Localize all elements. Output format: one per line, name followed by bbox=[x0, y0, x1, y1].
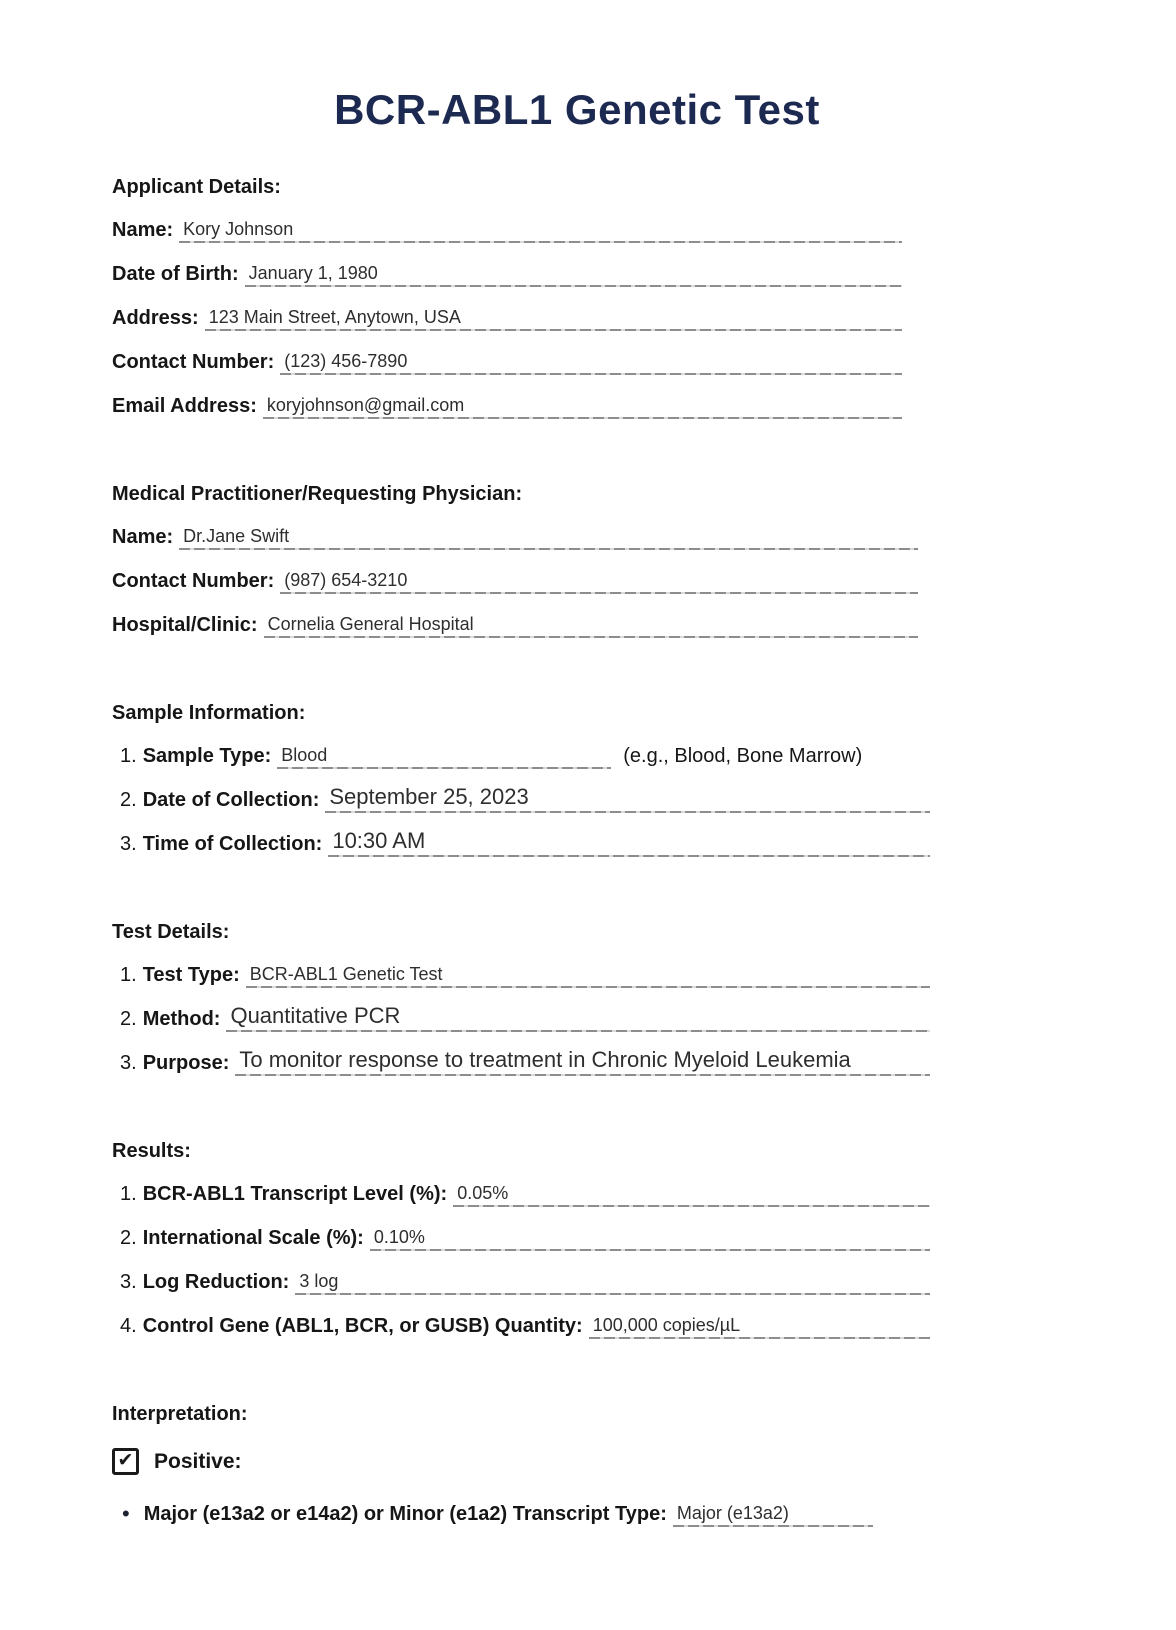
sample-type-value: Blood bbox=[281, 745, 328, 766]
practitioner-heading: Medical Practitioner/Requesting Physician: bbox=[112, 483, 523, 506]
applicant-contact-label: Contact Number: bbox=[112, 351, 275, 374]
sample-type-number: 1. bbox=[120, 745, 137, 768]
address-value: 123 Main Street, Anytown, USA bbox=[208, 307, 461, 328]
control-gene-field bbox=[589, 1313, 930, 1339]
test-type-number: 1. bbox=[120, 964, 137, 987]
hospital-clinic-label: Hospital/Clinic: bbox=[112, 614, 258, 637]
sample-type-row bbox=[112, 743, 930, 769]
method-field bbox=[226, 1003, 930, 1032]
collection-time-label: Time of Collection: bbox=[142, 833, 323, 856]
checkmark-icon: ✔ bbox=[117, 1450, 134, 1472]
sample-type-hint: (e.g., Blood, Bone Marrow) bbox=[623, 745, 863, 768]
control-gene-number: 4. bbox=[120, 1315, 137, 1338]
hospital-clinic-field bbox=[264, 612, 918, 638]
log-reduction-label: Log Reduction: bbox=[142, 1271, 290, 1294]
transcript-level-label: BCR-ABL1 Transcript Level (%): bbox=[142, 1183, 448, 1206]
transcript-type-label: Major (e13a2 or e14a2) or Minor (e1a2) Transcript Type: bbox=[143, 1503, 667, 1526]
method-value: Quantitative PCR bbox=[230, 1003, 401, 1029]
email-row bbox=[112, 393, 902, 419]
address-row bbox=[112, 305, 902, 331]
address-field bbox=[205, 305, 902, 331]
method-label: Method: bbox=[142, 1008, 221, 1031]
positive-checkbox bbox=[112, 1448, 139, 1475]
positive-label: Positive: bbox=[154, 1449, 242, 1473]
purpose-row bbox=[112, 1047, 930, 1076]
international-scale-row bbox=[112, 1225, 930, 1251]
transcript-level-number: 1. bbox=[120, 1183, 137, 1206]
collection-date-row bbox=[112, 784, 930, 813]
applicant-contact-row bbox=[112, 349, 902, 375]
email-label: Email Address: bbox=[112, 395, 257, 418]
test-details-section bbox=[112, 921, 1176, 1076]
applicant-heading: Applicant Details: bbox=[112, 176, 281, 199]
practitioner-name-row bbox=[112, 524, 918, 550]
purpose-value: To monitor response to treatment in Chronic Myeloid Leukemia bbox=[239, 1047, 851, 1073]
date-of-birth-value: January 1, 1980 bbox=[248, 263, 378, 284]
sample-type-label: Sample Type: bbox=[142, 745, 272, 768]
applicant-name-label: Name: bbox=[112, 219, 174, 242]
collection-date-number: 2. bbox=[120, 789, 137, 812]
address-label: Address: bbox=[112, 307, 199, 330]
international-scale-number: 2. bbox=[120, 1227, 137, 1250]
test-type-label: Test Type: bbox=[142, 964, 240, 987]
international-scale-field bbox=[370, 1225, 930, 1251]
practitioner-name-field bbox=[179, 524, 918, 550]
practitioner-contact-row bbox=[112, 568, 918, 594]
practitioner-contact-field bbox=[280, 568, 918, 594]
practitioner-name-label: Name: bbox=[112, 526, 174, 549]
applicant-contact-field bbox=[280, 349, 902, 375]
transcript-type-value: Major (e13a2) bbox=[676, 1503, 789, 1524]
transcript-level-row bbox=[112, 1181, 930, 1207]
log-reduction-row bbox=[112, 1269, 930, 1295]
purpose-number: 3. bbox=[120, 1052, 137, 1075]
test-type-row bbox=[112, 962, 930, 988]
control-gene-value: 100,000 copies/µL bbox=[592, 1315, 741, 1336]
applicant-name-value: Kory Johnson bbox=[183, 219, 294, 240]
control-gene-row bbox=[112, 1313, 930, 1339]
collection-time-value: 10:30 AM bbox=[332, 828, 426, 854]
applicant-section bbox=[112, 176, 1176, 419]
hospital-clinic-value: Cornelia General Hospital bbox=[267, 614, 474, 635]
purpose-field bbox=[235, 1047, 930, 1076]
interpretation-heading: Interpretation: bbox=[112, 1403, 248, 1426]
collection-date-value: September 25, 2023 bbox=[329, 784, 529, 810]
method-row bbox=[112, 1003, 930, 1032]
page-title: BCR-ABL1 Genetic Test bbox=[334, 86, 820, 133]
international-scale-value: 0.10% bbox=[373, 1227, 425, 1248]
practitioner-name-value: Dr.Jane Swift bbox=[183, 526, 290, 547]
control-gene-label: Control Gene (ABL1, BCR, or GUSB) Quantity: bbox=[142, 1315, 583, 1338]
international-scale-label: International Scale (%): bbox=[142, 1227, 364, 1250]
bullet-icon: • bbox=[122, 1501, 130, 1527]
hospital-clinic-row bbox=[112, 612, 918, 638]
practitioner-contact-label: Contact Number: bbox=[112, 570, 275, 593]
transcript-level-field bbox=[453, 1181, 930, 1207]
transcript-type-field bbox=[673, 1501, 873, 1527]
test-details-heading: Test Details: bbox=[112, 921, 230, 944]
date-of-birth-field bbox=[245, 261, 902, 287]
date-of-birth-label: Date of Birth: bbox=[112, 263, 239, 286]
applicant-contact-value: (123) 456-7890 bbox=[284, 351, 408, 372]
results-heading: Results: bbox=[112, 1140, 191, 1163]
sample-type-field bbox=[277, 743, 611, 769]
test-type-value: BCR-ABL1 Genetic Test bbox=[249, 964, 443, 985]
practitioner-section bbox=[112, 483, 1176, 638]
practitioner-contact-value: (987) 654-3210 bbox=[284, 570, 408, 591]
log-reduction-number: 3. bbox=[120, 1271, 137, 1294]
interpretation-section bbox=[112, 1403, 1176, 1527]
method-number: 2. bbox=[120, 1008, 137, 1031]
collection-date-label: Date of Collection: bbox=[142, 789, 320, 812]
log-reduction-value: 3 log bbox=[299, 1271, 339, 1292]
sample-heading: Sample Information: bbox=[112, 702, 306, 725]
positive-checkbox-row bbox=[112, 1448, 1176, 1475]
purpose-label: Purpose: bbox=[142, 1052, 230, 1075]
sample-section bbox=[112, 702, 1176, 857]
log-reduction-field bbox=[295, 1269, 930, 1295]
collection-time-field bbox=[328, 828, 930, 857]
applicant-name-row bbox=[112, 217, 902, 243]
transcript-type-row bbox=[112, 1501, 1176, 1527]
date-of-birth-row bbox=[112, 261, 902, 287]
collection-time-row bbox=[112, 828, 930, 857]
test-type-field bbox=[246, 962, 930, 988]
transcript-level-value: 0.05% bbox=[457, 1183, 509, 1204]
email-value: koryjohnson@gmail.com bbox=[266, 395, 465, 416]
email-field bbox=[263, 393, 902, 419]
collection-time-number: 3. bbox=[120, 833, 137, 856]
collection-date-field bbox=[325, 784, 930, 813]
applicant-name-field bbox=[179, 217, 902, 243]
results-section bbox=[112, 1140, 1176, 1339]
